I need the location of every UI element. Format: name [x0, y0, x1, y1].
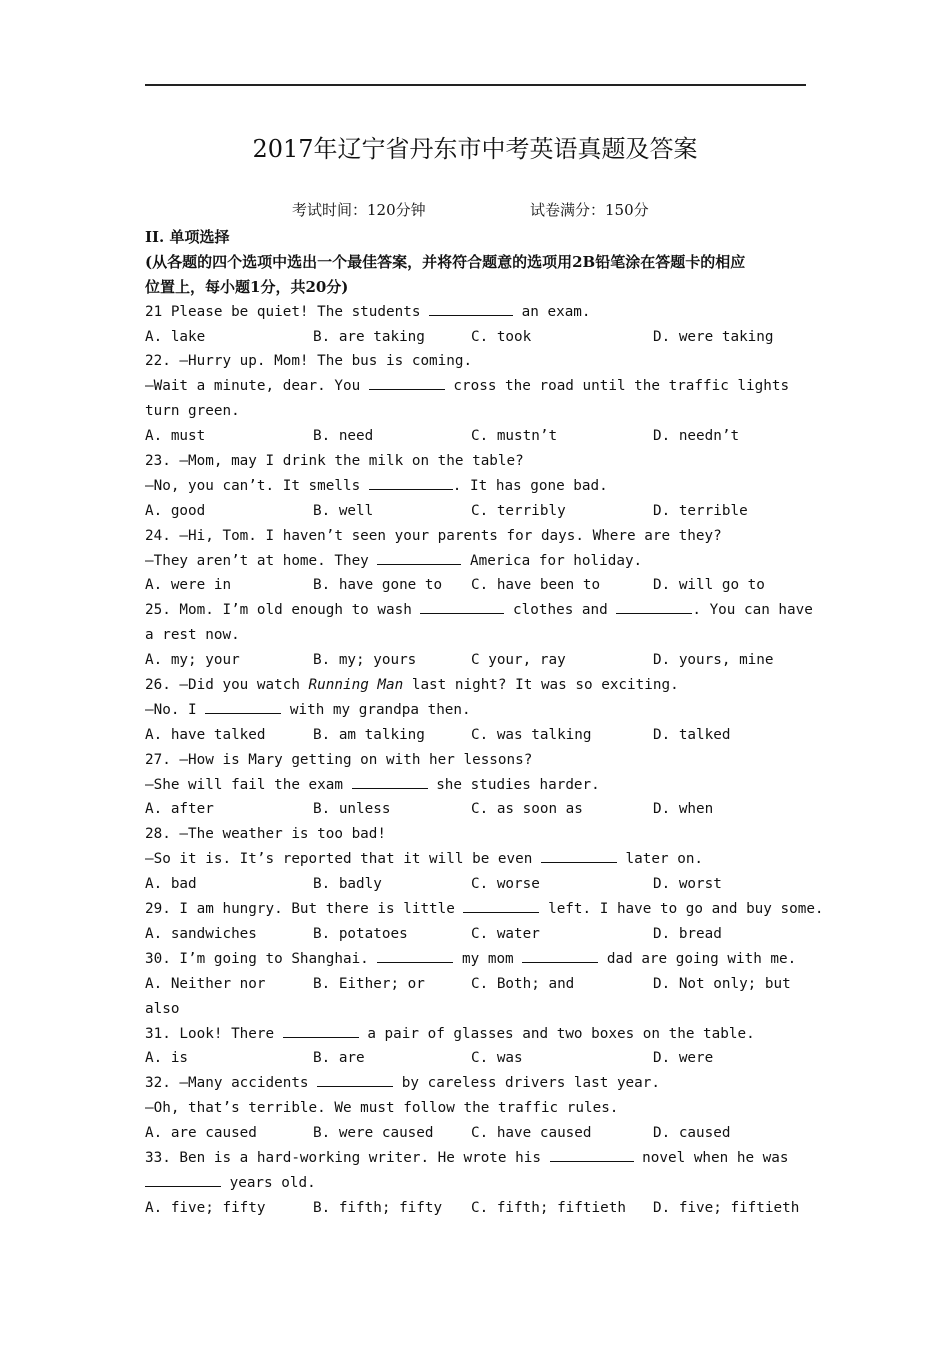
q31-line-1-pre: 31. Look! There	[145, 1025, 283, 1042]
answer-blank	[369, 374, 445, 390]
q32-option-d: D. caused	[653, 1125, 731, 1142]
q26-line-1-post: last night? It was so exciting.	[403, 677, 679, 694]
q30-options	[145, 972, 815, 997]
q27-option-c: C. as soon as	[471, 801, 583, 818]
q22-line-1: 22. —Hurry up. Mom! The bus is coming.	[145, 353, 473, 370]
q26-line-2-post: with my grandpa then.	[281, 701, 471, 718]
q27-option-a: A. after	[145, 801, 214, 818]
q29-line-1-pre: 29. I am hungry. But there is little	[145, 901, 464, 918]
q24-options	[145, 573, 815, 598]
q29-option-d: D. bread	[653, 925, 722, 942]
q24-option-d: D. will go to	[653, 577, 765, 594]
q26-option-b: B. am talking	[313, 726, 425, 743]
q24-line-2-post: America for holiday.	[461, 552, 643, 569]
q23-option-c: C. terribly	[471, 502, 566, 519]
q26-line-1	[145, 673, 815, 698]
q23-option-d: D. terrible	[653, 502, 748, 519]
q25-line-1-pre: 25. Mom. I’m old enough to wash	[145, 602, 421, 619]
q30-option-d-continued: also	[145, 1000, 180, 1017]
q29-line-1	[145, 897, 824, 922]
header-rule	[145, 84, 806, 86]
q28-options	[145, 872, 815, 897]
q33-line-2-post: years old.	[221, 1174, 316, 1191]
q31-options	[145, 1046, 815, 1071]
q29-options	[145, 922, 815, 947]
q25-option-d: D. yours, mine	[653, 652, 774, 669]
q30-line-1-post: dad are going with me.	[598, 950, 797, 967]
q26-options	[145, 723, 815, 748]
answer-blank	[420, 598, 504, 614]
q33-options	[145, 1196, 815, 1221]
q26-option-c: C. was talking	[471, 726, 592, 743]
q24-line-2-pre: —They aren’t at home. They	[145, 552, 378, 569]
q27-option-d: D. when	[653, 801, 714, 818]
q21-stem-pre: 21 Please be quiet! The students	[145, 303, 430, 320]
q33-line-1-pre: 33. Ben is a hard-working writer. He wrote his	[145, 1149, 550, 1166]
q25-line-1-mid: clothes and	[504, 602, 617, 619]
instructions-line-1: (从各题的四个选项中选出一个最佳答案，并将符合题意的选项用2B铅笔涂在答题卡的相应	[145, 252, 746, 271]
q25-option-b: B. my; yours	[313, 652, 417, 669]
q30-option-d: D. Not only; but	[653, 975, 791, 992]
q31-option-c: C. was	[471, 1050, 523, 1067]
q25-options	[145, 648, 815, 673]
q24-option-b: B. have gone to	[313, 577, 443, 594]
q23-option-a: A. good	[145, 502, 206, 519]
q33-option-a: A. five; fifty	[145, 1199, 266, 1216]
q28-option-c: C. worse	[471, 876, 540, 893]
q32-line-2: —Oh, that’s terrible. We must follow the traffic rules.	[145, 1100, 619, 1117]
q21-option-a: A. lake	[145, 328, 206, 345]
q24-line-1: 24. —Hi, Tom. I haven’t seen your parents for days. Where are they?	[145, 527, 722, 544]
q30-option-a: A. Neither nor	[145, 975, 266, 992]
q28-option-a: A. bad	[145, 876, 197, 893]
q27-line-2-post: she studies harder.	[427, 776, 600, 793]
q23-line-2-post: . It has gone bad.	[452, 477, 608, 494]
q26-line-1-pre: 26. —Did you watch	[145, 677, 309, 694]
q30-line-1-mid: my mom	[453, 950, 523, 967]
q30-option-c: C. Both; and	[471, 975, 575, 992]
q32-line-1	[145, 1071, 815, 1096]
q26-option-a: A. have talked	[145, 726, 266, 743]
full-score: 试卷满分：150分	[530, 201, 649, 219]
q28-option-d: D. worst	[653, 876, 722, 893]
answer-blank	[352, 773, 428, 789]
q21-option-b: B. are taking	[313, 328, 425, 345]
q25-option-c: C your, ray	[471, 652, 566, 669]
q28-option-b: B. badly	[313, 876, 382, 893]
q31-option-b: B. are	[313, 1050, 365, 1067]
answer-blank	[463, 897, 539, 913]
answer-blank	[541, 847, 617, 863]
q22-line-3: turn green.	[145, 403, 240, 420]
q27-line-2-pre: —She will fail the exam	[145, 776, 352, 793]
q22-line-2-post: cross the road until the traffic lights	[444, 378, 790, 395]
q32-line-1-pre: 32. —Many accidents	[145, 1075, 318, 1092]
q22-line-2-pre: —Wait a minute, dear. You	[145, 378, 369, 395]
q29-option-c: C. water	[471, 925, 540, 942]
q23-line-2-pre: —No, you can’t. It smells	[145, 477, 369, 494]
q23-option-b: B. well	[313, 502, 374, 519]
q30-line-1	[145, 947, 815, 972]
q29-line-1-post: left. I have to go and buy some.	[539, 901, 824, 918]
q32-options	[145, 1121, 815, 1146]
answer-blank	[377, 947, 453, 963]
answer-blank	[616, 598, 692, 614]
q25-line-1	[145, 598, 815, 623]
q23-line-1: 23. —Mom, may I drink the milk on the table?	[145, 453, 524, 470]
q23-options	[145, 499, 815, 524]
q27-options	[145, 797, 815, 822]
q28-line-2-post: later on.	[616, 851, 704, 868]
q23-line-2	[145, 474, 815, 499]
q25-line-2: a rest now.	[145, 627, 240, 644]
q27-line-2	[145, 773, 815, 798]
q33-option-b: B. fifth; fifty	[313, 1199, 443, 1216]
q22-option-b: B. need	[313, 428, 374, 445]
q33-option-c: C. fifth; fiftieth	[471, 1199, 626, 1216]
q29-option-b: B. potatoes	[313, 925, 408, 942]
q33-line-1	[145, 1146, 815, 1171]
q33-option-d: D. five; fiftieth	[653, 1199, 800, 1216]
q30-line-1-pre: 30. I’m going to Shanghai.	[145, 950, 378, 967]
q26-line-2	[145, 698, 815, 723]
section-title: II. 单项选择	[145, 228, 230, 246]
q25-option-a: A. my; your	[145, 652, 240, 669]
exam-time: 考试时间：120分钟	[292, 201, 426, 219]
q24-line-2	[145, 549, 815, 574]
q31-line-1-post: a pair of glasses and two boxes on the table.	[358, 1025, 755, 1042]
q24-option-a: A. were in	[145, 577, 232, 594]
q32-line-1-post: by careless drivers last year.	[393, 1075, 660, 1092]
q28-line-2	[145, 847, 815, 872]
q33-line-2	[145, 1171, 815, 1196]
q29-option-a: A. sandwiches	[145, 925, 257, 942]
q27-line-1: 27. —How is Mary getting on with her lessons?	[145, 751, 533, 768]
q22-option-c: C. mustn’t	[471, 428, 558, 445]
answer-blank	[369, 474, 453, 490]
page-title: 2017年辽宁省丹东市中考英语真题及答案	[252, 135, 698, 163]
q21-stem	[145, 300, 815, 325]
q32-option-b: B. were caused	[313, 1125, 434, 1142]
q21-options	[145, 325, 815, 350]
q31-option-a: A. is	[145, 1050, 189, 1067]
answer-blank	[550, 1146, 634, 1162]
answer-blank	[283, 1022, 359, 1038]
q22-option-d: D. needn’t	[653, 428, 740, 445]
q21-option-d: D. were taking	[653, 328, 774, 345]
q22-line-2	[145, 374, 815, 399]
q21-option-c: C. took	[471, 328, 532, 345]
q32-option-c: C. have caused	[471, 1125, 592, 1142]
q27-option-b: B. unless	[313, 801, 391, 818]
answer-blank	[205, 698, 281, 714]
q30-option-b: B. Either; or	[313, 975, 425, 992]
q32-option-a: A. are caused	[145, 1125, 257, 1142]
q28-line-1: 28. —The weather is too bad!	[145, 826, 387, 843]
q22-options	[145, 424, 815, 449]
q26-line-2-pre: —No. I	[145, 701, 206, 718]
answer-blank	[317, 1071, 393, 1087]
q33-line-1-post: novel when he was	[633, 1149, 789, 1166]
q28-line-2-pre: —So it is. It’s reported that it will be even	[145, 851, 541, 868]
q31-line-1	[145, 1022, 815, 1047]
q26-option-d: D. talked	[653, 726, 731, 743]
answer-blank	[522, 947, 598, 963]
q25-line-1-post: . You can have	[692, 602, 813, 619]
q24-option-c: C. have been to	[471, 577, 601, 594]
instructions-line-2: 位置上，每小题1分，共20分)	[145, 277, 349, 296]
answer-blank	[429, 300, 513, 316]
answer-blank	[377, 549, 461, 565]
question-list	[145, 225, 824, 1221]
q26-show-title: Running Man	[308, 677, 404, 694]
q31-option-d: D. were	[653, 1050, 714, 1067]
q22-option-a: A. must	[145, 428, 206, 445]
q21-stem-post: an exam.	[513, 303, 591, 320]
